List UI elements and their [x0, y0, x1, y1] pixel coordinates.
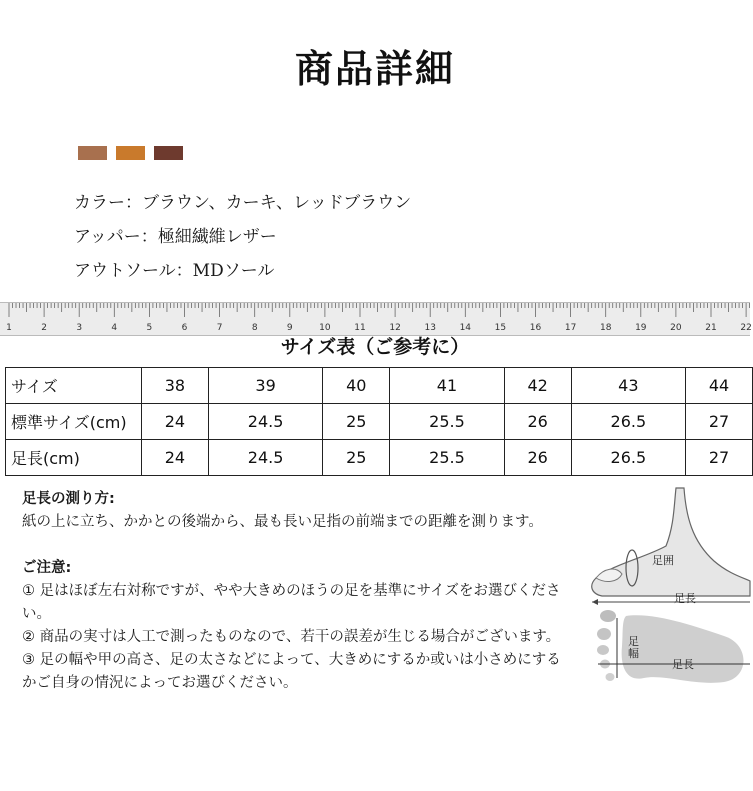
table-cell: 44 [686, 368, 753, 404]
table-cell: 38 [142, 368, 209, 404]
table-cell: 24 [142, 440, 209, 476]
ruler-tick-label: 18 [599, 323, 612, 333]
ruler-tick-label: 22 [740, 323, 752, 333]
table-cell: 41 [390, 368, 505, 404]
foot-illustration [574, 486, 750, 691]
ruler-tick-label: 20 [670, 323, 682, 333]
toe-print-2 [597, 628, 611, 640]
table-row-label: 足長(cm) [6, 440, 142, 476]
table-cell: 27 [686, 404, 753, 440]
caution-heading: ご注意: [22, 560, 72, 576]
ruler-tick-label: 19 [635, 323, 647, 333]
size-table [5, 367, 753, 476]
ruler-tick-label: 14 [459, 323, 472, 333]
table-cell: 26.5 [571, 440, 686, 476]
table-cell: 24 [142, 404, 209, 440]
ruler-tick-label: 17 [564, 323, 577, 333]
table-cell: 26 [504, 440, 571, 476]
table-row [6, 368, 753, 404]
ruler-tick-label: 1 [6, 323, 12, 333]
foot-measure-diagram [574, 486, 750, 691]
ruler-tick-label: 16 [529, 323, 542, 333]
ruler-tick-label: 4 [111, 323, 118, 333]
table-row [6, 404, 753, 440]
table-cell: 27 [686, 440, 753, 476]
ruler-tick-label: 8 [251, 323, 258, 333]
ruler-tick-label: 7 [216, 323, 223, 333]
ruler-tick-label: 9 [286, 323, 293, 333]
girth-label: 足囲 [652, 554, 674, 567]
color-swatch-brown[interactable] [78, 146, 107, 160]
table-row [6, 440, 753, 476]
table-cell: 25 [323, 440, 390, 476]
table-row-label: 標準サイズ(cm) [6, 404, 142, 440]
spec-list [74, 186, 411, 288]
color-swatches [78, 146, 183, 160]
table-cell: 43 [571, 368, 686, 404]
ruler [0, 302, 750, 336]
table-cell: 26 [504, 404, 571, 440]
toe-print-5 [606, 673, 615, 681]
ruler-tick-label: 2 [41, 323, 47, 333]
table-cell: 39 [208, 368, 323, 404]
spec-sole: アウトソール：MDソール [74, 261, 275, 281]
width-label: 足幅 [628, 635, 639, 660]
page-title: 商品詳細 [294, 46, 455, 91]
caution-item-1: ① 足はほぼ左右対称ですが、やや大きめのほうの足を基準にサイズをお選びください。 [22, 583, 561, 622]
measure-text: 紙の上に立ち、かかとの後端から、最も長い足指の前端までの距離を測ります。 [22, 514, 543, 530]
ruler-tick-label: 13 [424, 323, 436, 333]
size-table-heading: サイズ表（ご参考に） [280, 336, 470, 358]
notes-section [22, 488, 642, 695]
color-swatch-khaki[interactable] [116, 146, 145, 160]
table-row-label: サイズ [6, 368, 142, 404]
table-cell: 42 [504, 368, 571, 404]
measure-heading: 足長の測り方: [22, 491, 115, 507]
ruler-tick-label: 3 [76, 323, 83, 333]
spec-upper: アッパー：極細繊維レザー [74, 227, 277, 247]
toe-print-3 [597, 645, 609, 655]
ruler-tick-label: 6 [181, 323, 188, 333]
color-swatch-red-brown[interactable] [154, 146, 183, 160]
ruler-tick-label: 11 [354, 323, 366, 333]
ruler-tick-label: 5 [146, 323, 153, 333]
toe-print-1 [600, 610, 616, 622]
print-length-label: 足長 [672, 658, 694, 671]
table-cell: 25 [323, 404, 390, 440]
side-length-label: 足長 [674, 592, 696, 605]
ruler-tick-label: 15 [494, 323, 507, 333]
table-cell: 40 [323, 368, 390, 404]
table-cell: 24.5 [208, 404, 323, 440]
ruler-tick-label: 12 [389, 323, 401, 333]
table-cell: 24.5 [208, 440, 323, 476]
caution-item-3: ③ 足の幅や甲の高さ、足の太さなどによって、大きめにするか或いは小さめにするかご自身の情況によってお選びください。 [22, 652, 561, 691]
table-cell: 25.5 [390, 440, 505, 476]
ruler-graphic [0, 303, 750, 335]
table-cell: 25.5 [390, 404, 505, 440]
ruler-tick-label: 10 [319, 323, 331, 333]
ruler-tick-label: 21 [705, 323, 717, 333]
table-cell: 26.5 [571, 404, 686, 440]
caution-item-2: ② 商品の実寸は人工で測ったものなので、若干の誤差が生じる場合がございます。 [22, 629, 561, 645]
spec-color: カラー：ブラウン、カーキ、レッドブラウン [74, 193, 412, 213]
